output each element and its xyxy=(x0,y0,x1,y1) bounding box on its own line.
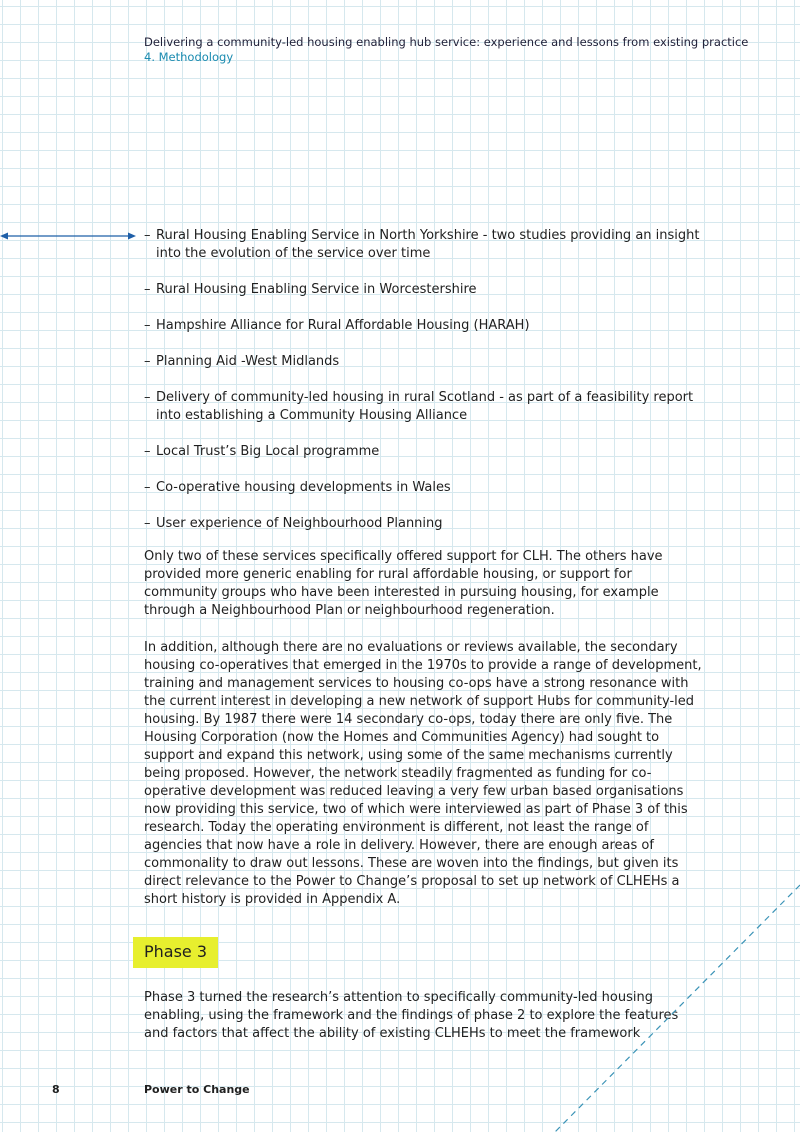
page-number: 8 xyxy=(52,1083,60,1096)
list-item: – Local Trust’s Big Local programme xyxy=(144,443,704,461)
paragraph-phase-3: Phase 3 turned the research’s attention to specifically community-led housing enabling, using the framework and the findings of phase 2 to explore the features and factors that affect the ability of existing CLHEHs to meet the framework xyxy=(144,990,679,1041)
document-title: Delivering a community-led housing enabling hub service: experience and lessons from existing practice xyxy=(144,35,749,49)
paragraph-secondary-coops: In addition, although there are no evaluations or reviews available, the secondary housing co-operatives that emerged in the 1970s to provide a range of development, training and management services to housing co-ops have a strong resonance with the current interest in developing a new network of support Hubs for community-led housing. By 1987 there were 14 secondary co-ops, today there are only five. The Housing Corporation (now the Homes and Communities Agency) had sought to support and expand this network, using some of the same mechanisms currently being proposed. However, the network steadily fragmented as funding for co-operative development was reduced leaving a very few urban based organisations now providing this service, two of which were interviewed as part of Phase 3 of this research. Today the operating environment is different, not least the range of agencies that now have a role in delivery. However, there are enough areas of commonality to draw out lessons. These are woven into the findings, but given its direct relevance to the Power to Change’s proposal to set up network of CLHEHs a short history is provided in Appendix A. xyxy=(144,640,702,907)
section-label: 4. Methodology xyxy=(144,50,234,64)
phase-3-heading: Phase 3 xyxy=(133,937,218,968)
list-item: – Hampshire Alliance for Rural Affordable Housing (HARAH) xyxy=(144,317,704,335)
list-item: – User experience of Neighbourhood Planning xyxy=(144,515,704,533)
footer-brand: Power to Change xyxy=(144,1083,250,1096)
list-item: – Co-operative housing developments in Wales xyxy=(144,479,704,497)
paragraph-services-summary: Only two of these services specifically offered support for CLH. The others have provided more generic enabling for rural affordable housing, or support for community groups who have been interested in pursuing housing, for example through a Neighbourhood Plan or neighbourhood regeneration. xyxy=(144,549,663,618)
list-item: – Rural Housing Enabling Service in Worcestershire xyxy=(144,281,704,299)
list-item: – Delivery of community-led housing in rural Scotland - as part of a feasibility report into establishing a Community Housing Alliance xyxy=(144,389,704,425)
list-item: – Rural Housing Enabling Service in North Yorkshire - two studies providing an insight into the evolution of the service over time xyxy=(144,227,704,263)
list-item: – Planning Aid -West Midlands xyxy=(144,353,704,371)
